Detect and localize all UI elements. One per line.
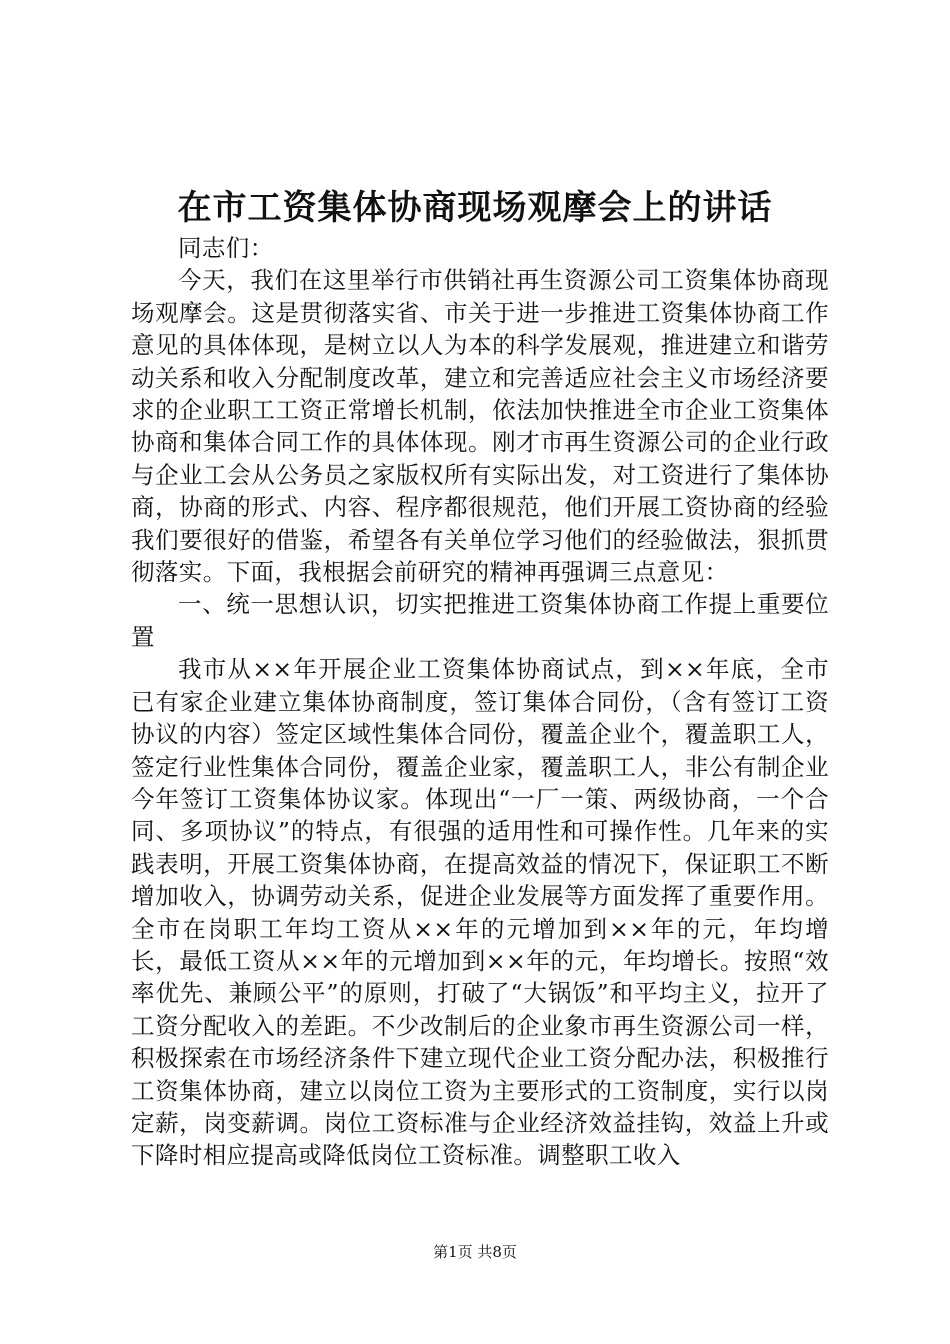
document-title: 在市工资集体协商现场观摩会上的讲话 <box>177 188 773 228</box>
paragraph-section-1: 我市从××年开展企业工资集体协商试点，到××年底，全市已有家企业建立集体协商制度，签订集体合同份，（含有签订工资协议的内容）签定区域性集体合同份，覆盖企业个，覆盖职工人，签定行业性集体合同份，覆盖企业家，覆盖职工人，非公有制企业今年签订工资集体协议家。体现出“一厂一策、两级协商，一个合同、多项协议”的特点，有很强的适用性和可操作性。几年来的实践表明，开展工资集体协商，在提高效益的情况下，保证职工不断增加收入，协调劳动关系，促进企业发展等方面发挥了重要作用。全市在岗职工年均工资从××年的元增加到××年的元，年均增长，最低工资从××年的元增加到××年的元，年均增长。按照“效率优先、兼顾公平”的原则，打破了“大锅饭”和平均主义，拉开了工资分配收入的差距。不少改制后的企业象市再生资源公司一样，积极探索在市场经济条件下建立现代企业工资分配办法，积极推行工资集体协商，建立以岗位工资为主要形式的工资制度，实行以岗定薪，岗变薪调。岗位工资标准与企业经济效益挂钩，效益上升或下降时相应提高或降低岗位工资标准。调整职工收入 <box>131 655 829 1170</box>
paragraph-intro: 今天，我们在这里举行市供销社再生资源公司工资集体协商现场观摩会。这是贯彻落实省、市关于进一步推进工资集体协商工作意见的具体体现，是树立以人为本的科学发展观，推进建立和谐劳动关系和收入分配制度改革，建立和完善适应社会主义市场经济要求的企业职工工资正常增长机制，依法加快推进全市企业工资集体协商和集体合同工作的具体体现。刚才市再生资源公司的企业行政与企业工会从公务员之家版权所有实际出发，对工资进行了集体协商，协商的形式、内容、程序都很规范，他们开展工资协商的经验我们要很好的借鉴，希望各有关单位学习他们的经验做法，狠抓贯彻落实。下面，我根据会前研究的精神再强调三点意见： <box>131 266 829 587</box>
document-body <box>131 232 829 1172</box>
section-heading-1: 一、统一思想认识，切实把推进工资集体协商工作提上重要位置 <box>131 590 829 651</box>
salutation: 同志们： <box>178 234 274 262</box>
page-footer: 第1页 共8页 <box>433 1243 517 1261</box>
